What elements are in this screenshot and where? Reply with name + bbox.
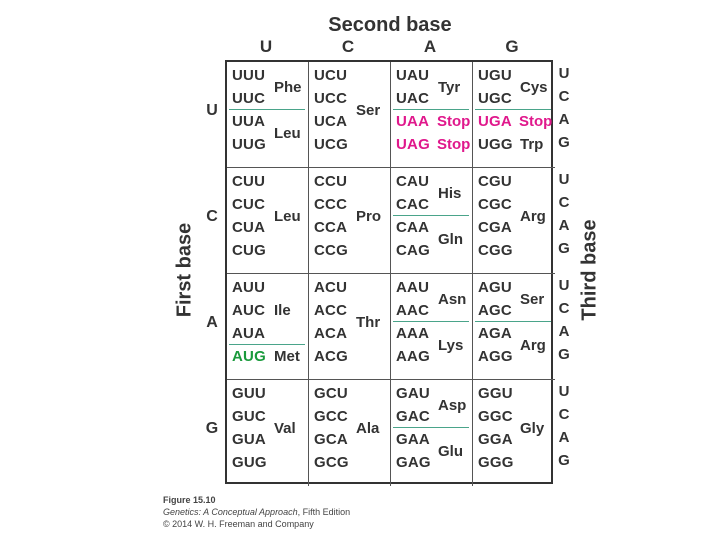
amino-acid-label: Asn [438, 290, 467, 308]
codon: CUG [232, 242, 266, 259]
group-separator [229, 344, 305, 345]
codon: AAC [396, 302, 430, 319]
codon-cell [473, 62, 555, 168]
codon: GGC [478, 408, 513, 425]
codon: AGG [478, 348, 513, 365]
amino-acid-label: Cys [520, 78, 548, 96]
codon: UAU [396, 67, 430, 84]
amino-acid-label: Tyr [438, 78, 461, 96]
codon: AAU [396, 279, 430, 296]
second-base-title: Second base [328, 14, 452, 36]
third-base-title: Third base [578, 219, 601, 321]
third-base-letter: C [558, 88, 570, 105]
amino-acid-label: Ile [274, 302, 291, 319]
third-base-letter: C [558, 406, 570, 423]
third-base-letter: C [558, 300, 570, 317]
figure-caption [163, 494, 350, 530]
codon: AUU [232, 279, 266, 296]
codon: AGU [478, 279, 512, 296]
codon: CGG [478, 242, 513, 259]
codon: AGC [478, 302, 512, 319]
codon: GGG [478, 454, 514, 471]
codon: CGC [478, 196, 512, 213]
codon: GUA [232, 431, 266, 448]
codon: UGC [478, 90, 512, 107]
amino-acid-label: Stop [437, 136, 471, 153]
codon: UUU [232, 67, 266, 84]
amino-acid-label: Ala [356, 419, 380, 437]
codon: GUC [232, 408, 266, 425]
amino-acid-label: Leu [274, 207, 301, 225]
codon: CAA [396, 219, 430, 236]
codon: UCC [314, 90, 348, 107]
codon: GAG [396, 454, 431, 471]
codon: GUU [232, 385, 266, 402]
codon-cell [391, 380, 473, 486]
codon: UAC [396, 90, 430, 107]
codon: CUA [232, 219, 266, 236]
group-separator [393, 109, 469, 110]
first-base-letter: U [206, 102, 218, 119]
codon-cell [391, 274, 473, 380]
third-base-letter: U [558, 383, 570, 400]
codon-cell [391, 168, 473, 274]
codon: CAU [396, 173, 430, 190]
first-base-letter: G [205, 420, 219, 437]
codon-cell [391, 62, 473, 168]
codon: CCU [314, 173, 348, 190]
codon: AGA [478, 325, 512, 342]
codon: GGU [478, 385, 513, 402]
codon: CGU [478, 173, 512, 190]
amino-acid-label: Glu [438, 442, 463, 460]
second-base-letter: C [341, 37, 355, 56]
codon: GAC [396, 408, 430, 425]
group-separator [475, 321, 551, 322]
group-separator [393, 427, 469, 428]
third-base-letter: U [558, 277, 570, 294]
amino-acid-label: Stop [519, 113, 553, 130]
second-base-letter: G [505, 37, 519, 56]
codon: AUG [232, 348, 266, 365]
second-base-letter: A [423, 37, 437, 56]
third-base-letter: A [558, 429, 570, 446]
group-separator [229, 109, 305, 110]
codon: ACG [314, 348, 348, 365]
book-title: Genetics: A Conceptual Approach [163, 507, 298, 517]
codon: UGG [478, 136, 513, 153]
amino-acid-label: Val [274, 419, 296, 437]
codon: CUC [232, 196, 266, 213]
codon: CCA [314, 219, 348, 236]
first-base-title: First base [173, 222, 196, 318]
third-base-letter: G [558, 134, 570, 151]
codon: CAG [396, 242, 430, 259]
amino-acid-label: Ser [520, 290, 545, 308]
codon-cell [227, 168, 309, 274]
amino-acid-label: Ser [356, 101, 381, 119]
codon: GCG [314, 454, 349, 471]
codon: GAA [396, 431, 430, 448]
amino-acid-label: Trp [520, 136, 544, 153]
codon: GUG [232, 454, 267, 471]
codon: AUA [232, 325, 266, 342]
amino-acid-label: Gly [520, 419, 545, 437]
codon-cell [473, 380, 555, 486]
codon: CAC [396, 196, 430, 213]
codon: AAA [396, 325, 430, 342]
codon: UAG [396, 136, 430, 153]
codon: CCG [314, 242, 348, 259]
codon-cell [309, 380, 391, 486]
group-separator [393, 215, 469, 216]
codon: UCU [314, 67, 348, 84]
codon-cell [473, 274, 555, 380]
codon: UAA [396, 113, 430, 130]
amino-acid-label: Stop [437, 113, 471, 130]
codon-cell [309, 168, 391, 274]
codon-cell [473, 168, 555, 274]
codon-cell [227, 274, 309, 380]
third-base-letter: U [558, 171, 570, 188]
codon: CCC [314, 196, 348, 213]
amino-acid-label: Leu [274, 124, 301, 142]
figure-number: Figure 15.10 [163, 495, 216, 505]
codon: UCG [314, 136, 348, 153]
codon: UUC [232, 90, 266, 107]
codon: UUA [232, 113, 266, 130]
codon: UGU [478, 67, 512, 84]
amino-acid-label: Pro [356, 207, 382, 225]
codon: GCA [314, 431, 348, 448]
codon: ACC [314, 302, 348, 319]
third-base-letter: A [558, 217, 570, 234]
codon: AUC [232, 302, 266, 319]
codon: AAG [396, 348, 430, 365]
codon: CUU [232, 173, 266, 190]
amino-acid-label: Gln [438, 230, 463, 248]
codon: ACU [314, 279, 348, 296]
amino-acid-label: Met [274, 348, 300, 365]
codon-table [225, 60, 553, 484]
amino-acid-label: Phe [274, 78, 302, 96]
amino-acid-label: Arg [520, 336, 546, 354]
amino-acid-label: Lys [438, 336, 464, 354]
codon: GCU [314, 385, 348, 402]
amino-acid-label: Thr [356, 313, 381, 331]
third-base-letter: G [558, 240, 570, 257]
third-base-letter: C [558, 194, 570, 211]
codon: UGA [478, 113, 512, 130]
group-separator [393, 321, 469, 322]
third-base-letter: G [558, 452, 570, 469]
amino-acid-label: Arg [520, 207, 546, 225]
codon-cell [309, 274, 391, 380]
amino-acid-label: Asp [438, 396, 467, 414]
codon-cell [309, 62, 391, 168]
codon: UUG [232, 136, 266, 153]
first-base-letter: A [206, 314, 218, 331]
third-base-letter: G [558, 346, 570, 363]
book-edition: , Fifth Edition [297, 507, 351, 517]
copyright-line: © 2014 W. H. Freeman and Company [163, 519, 314, 529]
codon: CGA [478, 219, 512, 236]
codon: UCA [314, 113, 348, 130]
amino-acid-label: His [438, 184, 462, 202]
codon: GGA [478, 431, 513, 448]
codon: ACA [314, 325, 348, 342]
third-base-letter: U [558, 65, 570, 82]
second-base-letter: U [259, 37, 273, 56]
codon-cell [227, 380, 309, 486]
codon-cell [227, 62, 309, 168]
third-base-letter: A [558, 323, 570, 340]
first-base-letter: C [206, 208, 218, 225]
group-separator [475, 109, 551, 110]
codon: GCC [314, 408, 348, 425]
third-base-letter: A [558, 111, 570, 128]
codon: GAU [396, 385, 430, 402]
